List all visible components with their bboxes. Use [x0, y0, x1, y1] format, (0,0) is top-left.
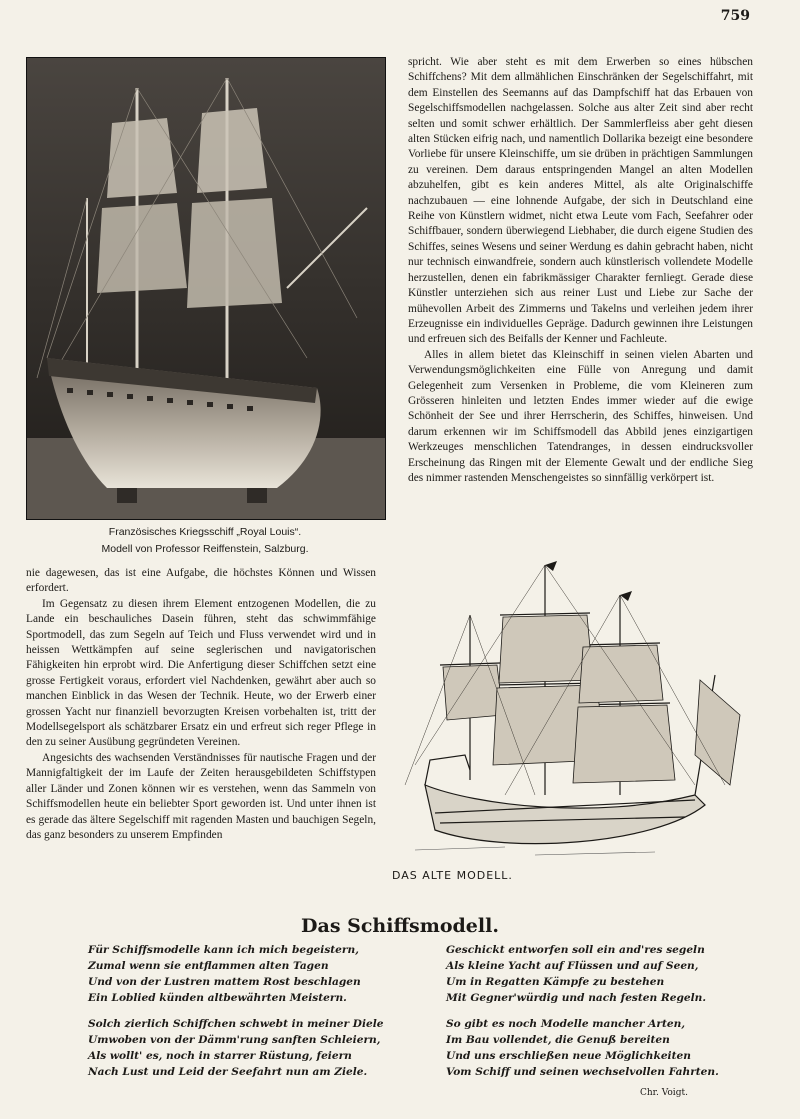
poem-line: Und von der Lustren mattem Rost beschlagen: [88, 976, 361, 988]
old-model-drawing: [395, 555, 755, 875]
poem-line: Und uns erschließen neue Möglichkeiten: [446, 1050, 691, 1062]
poem-line: Um in Regatten Kämpfe zu bestehen: [446, 976, 665, 988]
paragraph: nie dagewesen, das ist eine Aufgabe, die höchstes Können und Wissen erfordert.: [26, 567, 376, 595]
paragraph: Angesichts des wachsenden Verständnisses für nautische Fragen und der Mannigfaltigkeit der im Laufe der Zeiten herausgebildeten Schiffstypen aller Länder und Zonen können wir es verstehen, wenn das Sammeln von Schiffsmodellen heute ein beliebter Sport geworden ist. Und unter ihnen ist es gerade das ältere Segelschiff mit ragenden Masten und bauchigen Segeln, das ganz besonders zu unserem Empfinden: [26, 751, 376, 841]
poem-line: Vom Schiff und seinen wechselvollen Fahrten.: [446, 1066, 719, 1078]
left-text-column: [26, 566, 376, 843]
poem-stanza-1: [88, 942, 361, 1006]
paragraph: spricht. Wie aber steht es mit dem Erwerben so eines hübschen Schiffchens? Mit dem allmählichen Einschränken der Segelschiffahrt, mit dem Einstellen des Seemanns auf das Dampfschiff hat das Erbauen von Segelschiffsmodellen nachgelassen. Solche aus alter Zeit sind aber recht selten und somit schwer erhältlich. Der Sammlerfleiss aber geht diesen alten Stücken eifrig nach, und namentlich Dollarika bezeigt eine besondere Vorliebe für unsere Kleinschiffe, um sie drüben in prächtigen Sammlungen zu vereinen. Dem daraus entspringenden Mangel an alten Modellen abzuhelfen, gibt es kein anderes Mittel, als alte Originalschiffe nachzubauen — eine lohnende Aufgabe, der sich in Deutschland eine Reihe von Künstlern widmet, nicht etwa Leute vom Fach, Seefahrer oder Schiffbauer, sondern überwiegend Liebhaber, die durch eigene Studien des Schiffes, seines Wesens und seiner Werdung es dahin gebracht haben, nicht nur technisch einwandfreie, sondern auch künstlerisch vollendete Modelle herzustellen, denen ein fabrikmässiger Charakter fernliegt. Gerade diese Künstler unterziehen sich aus reiner Lust und Liebe zur Sache der mühevollen Arbeit des Zimmerns und Takelns und verleihen jedem ihrer Erzeugnisse ein individuelles Gepräge. Dadurch gewinnen ihre Leistungen und erfreuen sich des Beifalls der Kenner und Fachleute.: [408, 56, 753, 346]
paragraph: Alles in allem bietet das Kleinschiff in seinen vielen Abarten und Verwendungsmöglichkeiten eine Fülle von Anregung und damit Gelegenheit zum Versenken in Probleme, die vom Kleineren zum Grösseren hinleiten und letzten Endes immer wieder auf die ewige Schönheit der See und ihrer Herrscherin, des Schiffes, hinweisen. Und darum erkennen wir im Schiffsmodell das Abbild jenes einzigartigen Werkzeuges menschlichen Tatendranges, in dessen eindrucksvoller Erscheinung das Ringen mit der Elemente Gewalt und der endliche Sieg des nimmer rastenden Menschengeistes so sinnfällig verkörpert ist.: [408, 348, 753, 484]
poem-line: Im Bau vollendet, die Genuß bereiten: [446, 1034, 670, 1046]
poem-line: Als kleine Yacht auf Flüssen und auf Seen,: [446, 960, 699, 972]
poem-line: Nach Lust und Leid der Seefahrt nun am Ziele.: [88, 1066, 368, 1078]
paragraph: Im Gegensatz zu diesen ihrem Element entzogenen Modellen, die zu Lande ein beschauliches Dasein führen, steht das schwimmfähige Sportmodell, das zum Segeln auf Teich und Fluss verwendet wird und in heissen Wettkämpfen auf seine seglerischen und navigatorischen Fähigkeiten hin erprobt wird. Die Anfertigung dieser Schiffchen setzt eine grosse Fertigkeit voraus, erfordert viel Nachdenken, gewährt aber auch so manchen Einblick in das Wesen der Technik. Heute, wo der Erwerb einer grossen Yacht nur finanziell bevorzugten Kreisen vorbehalten ist, tritt der Modellsegelsport als schätzbarer Ersatz ein und erfreut sich reger Pflege in den zu seiner Ausübung gegründeten Vereinen.: [26, 597, 376, 749]
caption-line-2: Modell von Professor Reiffenstein, Salzburg.: [101, 543, 309, 555]
poem-line: Mit Gegner'würdig und nach festen Regeln.: [446, 992, 707, 1004]
caption-line-1: Französisches Kriegsschiff „Royal Louis“.: [108, 526, 302, 538]
photo-caption: [26, 524, 384, 558]
poem-line: Solch zierlich Schiffchen schwebt in meiner Diele: [88, 1018, 384, 1030]
poem-title: Das Schiffsmodell.: [301, 915, 499, 937]
royal-louis-photo-illustration: [27, 58, 385, 519]
ship-sketch-illustration: [395, 555, 755, 875]
poem-line: Umwoben von der Dämm'rung sanften Schleiern,: [88, 1034, 381, 1046]
poem-line: So gibt es noch Modelle mancher Arten,: [446, 1018, 686, 1030]
poem-stanza-2: [88, 1016, 384, 1080]
right-text-column: [408, 55, 753, 486]
page-number: 759: [720, 8, 750, 24]
poem-line: Für Schiffsmodelle kann ich mich begeistern,: [88, 944, 359, 956]
drawing-label: DAS ALTE MODELL.: [392, 869, 513, 882]
poem-line: Als wollt' es, noch in starrer Rüstung, feiern: [88, 1050, 352, 1062]
poem-author: Chr. Voigt.: [640, 1088, 688, 1098]
poem-stanza-4: [446, 1016, 719, 1080]
ship-model-photo: [26, 57, 386, 520]
poem-line: Geschickt entworfen soll ein and'res segeln: [446, 944, 705, 956]
poem-line: Ein Loblied künden altbewährten Meistern.: [88, 992, 347, 1004]
poem-line: Zumal wenn sie entflammen alten Tagen: [88, 960, 329, 972]
poem-stanza-3: [446, 942, 706, 1006]
